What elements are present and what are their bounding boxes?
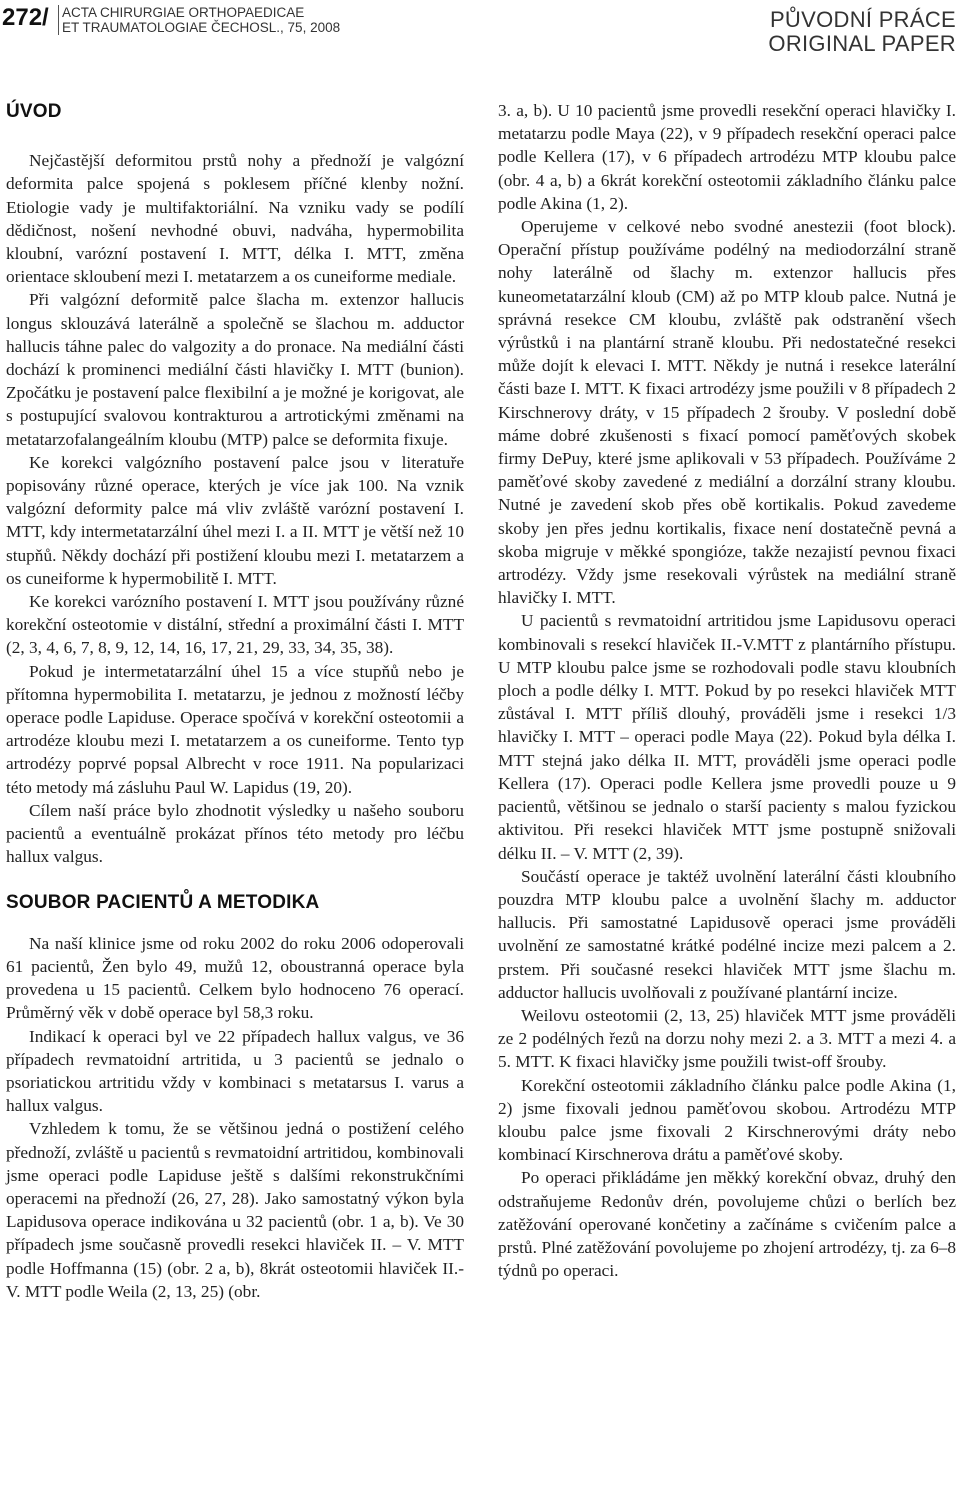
journal-title-line1: ACTA CHIRURGIAE ORTHOPAEDICAE: [62, 5, 305, 20]
heading-patients-methods: SOUBOR PACIENTŮ A METODIKA: [6, 891, 320, 913]
methods-paragraph-6: U pacientů s revmatoidní artritidou jsme Lapidusovu operaci kombinovali s resekcí hlaviček II.-V.MTT z plantárního přístupu. U MTP kloubu palce jsme se rozhodovali podle stavu kloubních ploch a podle délky I. MTT. Pokud by po resekci hlaviček MTT zůstával I. MTT příliš dlouhý, prováděli jsme i resekci 1/3 hlavičky I. MTT – operaci podle Maya (22). Pokud byla délka I. MTT stejná jako délka II. MTT, prováděli jsme operaci podle Kellera (17). Operaci podle Kellera jsme provedli pouze u 9 pacientů, většinou se jednalo o starší pacienty s malou fyzickou aktivitou. Při resekci hlaviček MTT jsme postupně snižovali délku II. – V. MTT (2, 39).: [498, 611, 956, 863]
methods-paragraph-5: Operujeme v celkové nebo svodné anestezii (foot block). Operační přístup používáme podélný na mediodorzální straně nohy laterálně od šlachy m. extenzor hallucis přes kuneometatarzální kloub (CM) až po MTP kloub palce. Nutná je správná resekce CM kloubu, zvláště pak odstranění všech výrůstků i na plantární straně kloubu. Při nedostatečné resekci může dojít k elevaci I. MTT. Někdy je nutná i resekce laterální části baze I. MTT. K fixaci artrodézy jsme použili v 8 případech 2 Kirschnerovy dráty, v 15 případech 2 šrouby. V poslední době máme dobré zkušenosti s fixací pomocí paměťových skobek firmy DePuy, které jsme aplikovali v 53 případech. Používáme 2 paměťové skoby zavedené z mediální a dorzální strany kloubu. Nutné je zavedení skob přes obě kortikalis. Pokud zavedeme skoby jen přes jednu kortikalis, fixace není dostatečně pevná a skoba migruje v měkké spongióze, takže nezajistí pevnou fixaci artrodézy. Vždy jsme resekovali výrůstek na mediální straně hlavičky I. MTT.: [498, 217, 956, 608]
methods-paragraph-8: Weilovu osteotomii (2, 13, 25) hlaviček MTT jsme prováděli ze 2 podélných řezů na dorzu nohy mezi 2. a 3. MTT a mezi 4. a 5. MTT. K fixaci hlavičky jsme použili twist-off šrouby.: [498, 1005, 956, 1072]
article-type-label: [768, 8, 956, 56]
methods-paragraph-7: Součástí operace je taktéž uvolnění laterální části kloubního pouzdra MTP kloubu palce a uvolnění šlachy m. adductor hallucis. Při samostatné Lapidusově operaci jsme prováděli uvolnění ze samostatné krátké podélné incize mezi palcem a 2. prstem. Při současné resekci hlaviček MTT jsme šlachu m. adductor hallucis uvolňovali z používané plantární incize.: [498, 866, 956, 1002]
methods-paragraph-4: 3. a, b). U 10 pacientů jsme provedli resekční operaci hlavičky I. metatarzu podle Maya (22), v 9 případech resekční operaci palce podle Kellera (17), v 6 případech artrodézu MTP kloubu palce (obr. 4 a, b) a 6krát korekční osteotomii základního článku palce podle Akina (1, 2).: [498, 101, 956, 213]
article-type-english: ORIGINAL PAPER: [768, 31, 956, 56]
methods-paragraph-3: Vzhledem k tomu, že se většinou jedná o postižení celého přednoží, zvláště u pacientů s revmatoidní artritidou, kombinovali jsme operaci podle Lapiduse ještě s dalšími rekonstrukčními operacemi na přednoží (26, 27, 28). Jako samostatný výkon byla Lapidusova operace indikována u 32 pacientů (obr. 1 a, b). Ve 30 případech jsme současně provedli resekci hlaviček II. – V. MTT podle Hoffmanna (15) (obr. 2 a, b), 8krát osteotomii hlaviček II.-V. MTT podle Weila (2, 13, 25) (obr.: [6, 1119, 464, 1301]
left-column: [6, 96, 464, 1303]
heading-introduction: ÚVOD: [6, 101, 62, 122]
page-number: 272/: [2, 4, 49, 31]
methods-paragraph-2: Indikací k operaci byl ve 22 případech hallux valgus, ve 36 případech revmatoidní artritida, u 3 pacientů se jednalo o psoriatickou artritidu vždy v kombinaci s metatarsus I. varus a hallux valgus.: [6, 1026, 464, 1116]
article-type-czech: PŮVODNÍ PRÁCE: [769, 7, 956, 32]
intro-paragraph-1: Nejčastější deformitou prstů nohy a přednoží je valgózní deformita palce spojená s poklesem příčné klenby nožní. Etiologie vady je multifaktoriální. Na vzniku vady se podílí dědičnost, nošení nevhodné obuvi, nadváha, hypermobilita kloubní, varózní postavení I. MTT, délka I. MTT, změna orientace skloubení mezi I. metatarzem a os cuneiforme mediale.: [6, 151, 464, 287]
journal-title-line2: ET TRAUMATOLOGIAE ČECHOSL., 75, 2008: [62, 20, 341, 35]
methods-paragraph-1: Na naší klinice jsme od roku 2002 do roku 2006 odoperovali 61 pacientů, Žen bylo 49, mužů 12, oboustranná operace byla provedena u 15 pacientů. Celkem bylo hodnoceno 76 operací. Průměrný věk v době operace byl 58,3 roku.: [6, 933, 464, 1023]
intro-paragraph-5: Pokud je intermetatarzální úhel 15 a více stupňů nebo je přítomna hypermobilita I. metatarzu, je jednou z možností léčby operace podle Lapiduse. Operace spočívá v korekční osteotomii a artrodéze kloubu mezi I. metatarzem a os cuneiforme. Tento typ artrodézy poprvé popsal Albrecht v roce 1911. Na popularizaci této metody má zásluhu Paul W. Lapidus (19, 20).: [6, 661, 464, 797]
page-header: [0, 0, 960, 60]
intro-paragraph-4: Ke korekci varózního postavení I. MTT jsou používány různé korekční osteotomie v distální, střední a proximální části I. MTT (2, 3, 4, 6, 7, 8, 9, 12, 14, 16, 17, 21, 29, 33, 34, 35, 38).: [6, 592, 464, 658]
header-divider: [58, 5, 59, 35]
intro-paragraph-6: Cílem naší práce bylo zhodnotit výsledky u našeho souboru pacientů a eventuálně prokázat přínos této metody pro léčbu hallux valgus.: [6, 800, 464, 867]
methods-paragraph-10: Po operaci přikládáme jen měkký korekční obvaz, druhý den odstraňujeme Redonův drén, povolujeme chůzi o berlích bez zatěžování operované končetiny a začínáme s cvičením palce a prstů. Plné zatěžování povolujeme po zhojení artrodézy, tj. za 6–8 týdnů po operaci.: [498, 1168, 956, 1281]
right-column: [498, 99, 956, 1282]
intro-paragraph-3: Ke korekci valgózního postavení palce jsou v literatuře popisovány různé operace, kterých je více jak 100. Na vznik valgózní deformity palce má vliv zvláště varózní postavení I. MTT, kdy intermetatarzální úhel mezi I. a II. MTT je větší než 10 stupňů. Někdy dochází při postižení kloubu mezi I. metatarzem a os cuneiforme k hypermobilitě I. MTT.: [6, 452, 464, 588]
intro-paragraph-2: Při valgózní deformitě palce šlacha m. extenzor hallucis longus sklouzává laterálně a společně se šlachou m. adductor hallucis táhne palec do valgozity a do pronace. Na mediální části dochází k prominenci mediální části hlavičky I. MTT (bunion). Zpočátku je postavení palce flexibilní a je možné je korigovat, ale s postupující svalovou kontrakturou a artrotickými změnami na metatarzofalangeálním kloubu (MTP) palce se deformita fixuje.: [6, 290, 464, 449]
methods-paragraph-9: Korekční osteotomii základního článku palce podle Akina (1, 2) jsme fixovali jednou paměťovou skobou. Artrodézu MTP kloubu palce jsme fixovali 2 Kirschnerovými dráty nebo kombinací Kirschnerova drátu a paměťové skoby.: [498, 1075, 956, 1165]
journal-title: [62, 5, 340, 35]
